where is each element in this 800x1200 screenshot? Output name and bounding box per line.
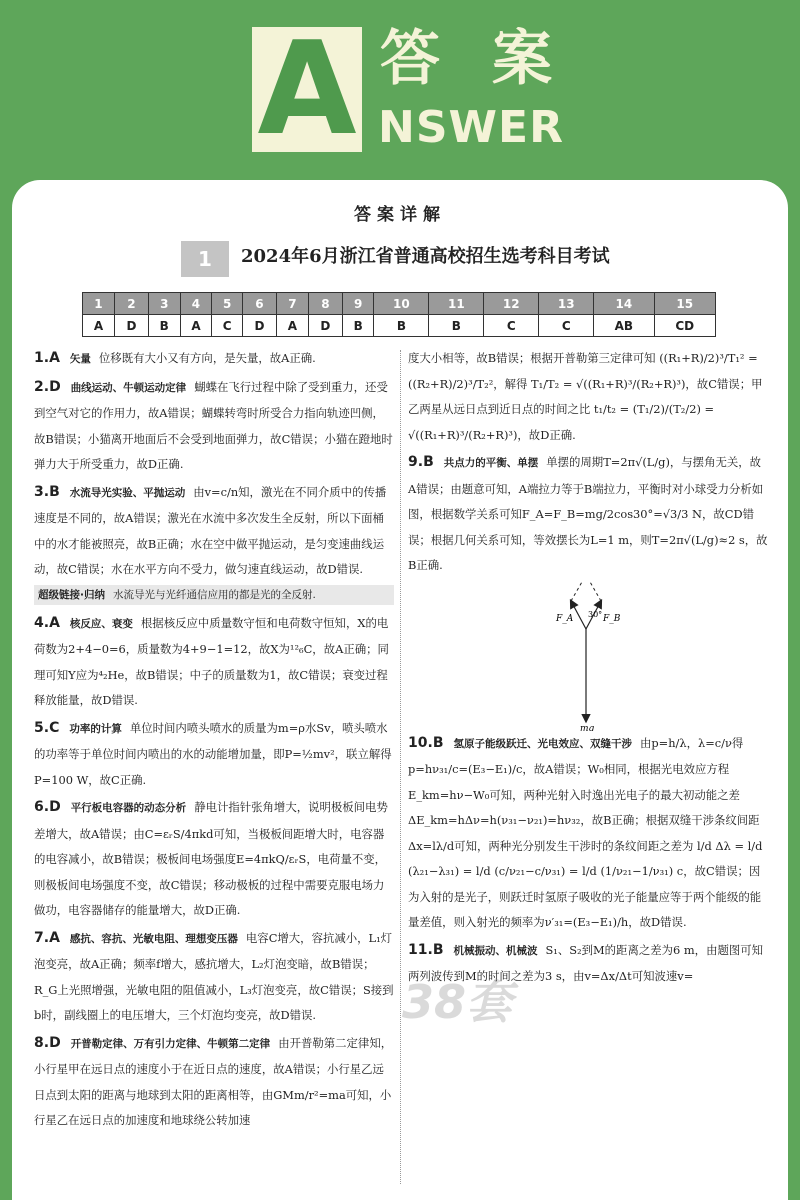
table-cell: 2 xyxy=(114,293,148,315)
table-cell: A xyxy=(180,315,212,337)
column-divider xyxy=(400,350,401,1184)
question-number: 4. xyxy=(34,614,50,631)
topic-tag: 核反应、衰变 xyxy=(69,617,133,630)
answer-letter: A xyxy=(49,350,60,366)
question-number: 3. xyxy=(34,483,50,500)
table-cell: 12 xyxy=(484,293,539,315)
tip-label: 超级链接·归纳 xyxy=(38,588,105,601)
topic-tag: 共点力的平衡、单摆 xyxy=(443,457,539,469)
explanation-text: 蝴蝶在飞行过程中除了受到重力，还受到空气对它的作用力，故A错误；蝴蝶转弯时所受合力指向轨迹凹侧，故B错误；小猫离开地面后不会受到地面弹力，故C错误；小猫在蹬地时弹力大于所受重力，故D正确. xyxy=(34,379,393,471)
answer-letter: B xyxy=(423,454,434,470)
answer-item xyxy=(34,795,394,924)
page-heading: 答案详解 xyxy=(354,205,446,225)
label-angle: 30° xyxy=(588,609,603,619)
explanation-text: 位移既有大小又有方向，是矢量，故A正确. xyxy=(98,351,316,365)
answer-item xyxy=(34,375,394,478)
topic-tag: 平行板电容器的动态分析 xyxy=(70,802,187,814)
question-number: 11. xyxy=(408,941,433,958)
table-cell: CD xyxy=(654,315,716,337)
topic-tag: 机械振动、机械波 xyxy=(453,944,538,957)
table-cell: 6 xyxy=(242,293,276,315)
answer-item xyxy=(34,926,394,1029)
answer-item xyxy=(408,450,768,579)
table-cell: D xyxy=(242,315,276,337)
answer-item xyxy=(34,480,394,583)
label-mg: mg xyxy=(580,723,595,731)
watermark: 38套 xyxy=(402,975,513,1029)
answer-letter: C xyxy=(49,719,60,736)
topic-tag: 矢量 xyxy=(69,353,91,365)
table-cell: AB xyxy=(594,315,654,337)
topic-tag: 氢原子能级跃迁、光电效应、双缝干涉 xyxy=(453,737,632,750)
answer-item xyxy=(408,731,768,936)
table-cell: 10 xyxy=(374,293,429,315)
topic-tag: 功率的计算 xyxy=(69,722,122,735)
table-cell: 9 xyxy=(342,293,374,315)
table-cell: 14 xyxy=(594,293,654,315)
question-number: 8. xyxy=(34,1034,50,1051)
table-cell: D xyxy=(114,315,148,337)
answer-letter: B xyxy=(432,941,444,958)
exam-number-badge: 1 xyxy=(181,241,229,277)
header-banner xyxy=(0,0,800,180)
table-cell: 3 xyxy=(148,293,180,315)
table-cell: B xyxy=(374,315,429,337)
dashed-line xyxy=(586,581,601,601)
answer-letter: D xyxy=(49,1034,61,1051)
answer-item xyxy=(34,1031,394,1134)
topic-tag: 开普勒定律、万有引力定律、牛顿第二定律 xyxy=(70,1037,271,1050)
question-number: 9. xyxy=(408,454,424,470)
table-cell: B xyxy=(429,315,484,337)
table-cell: 5 xyxy=(212,293,242,315)
question-number: 10. xyxy=(408,734,433,751)
label-fa: F_A xyxy=(556,613,574,624)
table-cell: 7 xyxy=(276,293,308,315)
force-diagram-svg xyxy=(408,581,768,731)
explanation-text: 单摆的周期T=2π√(L/g)，与摆角无关，故A错误；由题意可知，A端拉力等于B端拉力，平衡时对小球受力分析如图，根据数学关系可知F_A=F_B=mg/2cos30°=√3/3 N，故CD错误；根据几何关系可知，等效摆长为L=1 m，则T=2π√(L/g)≈2 s，故B正确. xyxy=(408,455,768,572)
answer-item xyxy=(408,938,768,990)
question-number: 2. xyxy=(34,378,50,395)
answer-item xyxy=(34,716,394,794)
table-cell: A xyxy=(276,315,308,337)
question-number-row xyxy=(83,293,716,315)
answer-row xyxy=(83,315,716,337)
topic-tag: 曲线运动、牛顿运动定律 xyxy=(70,381,187,394)
answer-letter: A xyxy=(49,929,60,946)
explanation-text: 根据核反应中质量数守恒和电荷数守恒知，X的电荷数为2+4−0=6，质量数为4+9−1=12，故X为¹²₆C，故A正确；同理可知Y应为⁴₂He，故B错误；中子的质量数为1，故C错误；衰变过程释放能量，故D错误. xyxy=(34,615,389,707)
explanation-text: 由开普勒第二定律知，小行星甲在远日点的速度小于在近日点的速度，故A错误；小行星乙远日点到太阳的距离与地球到太阳的距离相等，由GMm/r²=ma可知，小行星乙在远日点的加速度和地球绕公转加速 xyxy=(34,1035,393,1127)
exam-title: 2024年6月浙江省普通高校招生选考科目考试 xyxy=(241,246,610,267)
question-number: 7. xyxy=(34,929,50,946)
explanation-text: 静电计指针张角增大，说明极板间电势差增大，故A错误；由C=εᵣS/4πkd可知，当极板间距增大时，电容器的电容减小，故B错误；极板间电场强度E=4πkQ/εᵣS，电荷量不变，则极板间电场强度不变，故C错误；移动极板的过程中需要克服电场力做功，电容器储存的能量增大，故D正确. xyxy=(34,800,388,917)
tip-box xyxy=(34,585,394,605)
logo-letter: A xyxy=(252,27,362,152)
explanation-text: 电容C增大，容抗减小，L₁灯泡变亮，故A正确；频率f增大，感抗增大，L₂灯泡变暗，故B错误；R_G上光照增强，光敏电阻的阻值减小，L₃灯泡变亮，故C错误；S接到b时，副线圈上的电压增大，三个灯泡均变亮，故D错误. xyxy=(34,930,394,1022)
explanation-text: 由v=c/n知，激光在不同介质中的传播速度是不同的，故A错误；激光在水流中多次发生全反射，所以下面桶中的水才能被照亮，故B正确；水在空中做平抛运动，是匀变速曲线运动，故C错误；水在水平方向不受力，做匀速直线运动，故D错误. xyxy=(34,484,387,576)
answer-letter: B xyxy=(432,734,444,751)
answer-letter: D xyxy=(49,378,61,395)
left-column xyxy=(34,346,394,1136)
table-cell: C xyxy=(539,315,594,337)
table-cell: 15 xyxy=(654,293,716,315)
force-diagram xyxy=(408,581,768,731)
table-cell: 1 xyxy=(83,293,115,315)
explanation-text: 度大小相等，故B错误；根据开普勒第三定律可知 ((R₁+R)/2)³/T₁² = ((R₂+R)/2)³/T₂²，解得 T₁/T₂ = √((R₁+R)³/(R₂+R)³)，故C错误；甲乙两星从远日点到近日点的时间之比 t₁/t₂ = (T₁/2)/(T₂/2) = √((R₁+R)³/(R₂+R)³)，故D正确. xyxy=(408,351,763,442)
answer-letter: B xyxy=(49,483,60,500)
answer-key-table xyxy=(82,292,716,337)
right-column xyxy=(408,346,768,992)
table-cell: D xyxy=(308,315,342,337)
explanation-text: 由p=h/λ，λ=c/ν得p=hν₃₁/c=(E₃−E₁)/c，故A错误；W₀相同，根据光电效应方程E_km=hν−W₀可知，两种光射入时逸出光电子的最大初动能之差ΔE_km=hΔν=h(ν₃₁−ν₂₁)=hν₃₂，故B正确；根据双缝干涉条纹间距Δx=lλ/d可知，两种光分别发生干涉时的条纹间距之差为 l/d Δλ = l/d (λ₂₁−λ₃₁) = l/d (c/ν₂₁−c/ν₃₁) = l/d (1/ν₂₁−1/ν₃₁) c，故C错误；因为入射的是光子，则跃迁时氢原子吸收的光子能量应等于两个能级的能量差值，则入射光的频率为ν′₃₁=(E₃−E₁)/h，故D错误. xyxy=(408,735,763,929)
table-cell: A xyxy=(83,315,115,337)
logo-english: NSWER xyxy=(378,102,564,153)
topic-tag: 感抗、容抗、光敏电阻、理想变压器 xyxy=(69,932,238,945)
answer-letter: A xyxy=(49,614,60,631)
table-cell: B xyxy=(148,315,180,337)
table-cell: 11 xyxy=(429,293,484,315)
label-fb: F_B xyxy=(603,613,621,624)
logo-chinese: 答案 xyxy=(380,24,604,94)
question-number: 5. xyxy=(34,719,50,736)
tip-text: 水流导光与光纤通信应用的都是光的全反射. xyxy=(113,588,316,601)
explanation-text: 单位时间内喷头喷水的质量为m=ρ水Sv，喷头喷水的功率等于单位时间内喷出的水的动能增加量，即P=½mv²，联立解得P=100 W，故C正确. xyxy=(34,720,392,787)
question-number: 6. xyxy=(34,799,50,815)
explanation-text: S₁、S₂到M的距离之差为6 m，由题图可知两列波传到M的时间之差为3 s，由v=Δx/Δt可知波速v= xyxy=(408,942,764,983)
table-cell: 13 xyxy=(539,293,594,315)
dashed-line xyxy=(571,581,586,601)
answer-item xyxy=(408,346,768,448)
table-cell: B xyxy=(342,315,374,337)
topic-tag: 水流导光实验、平抛运动 xyxy=(69,486,186,499)
answer-letter: D xyxy=(49,799,61,815)
table-cell: C xyxy=(212,315,242,337)
table-cell: 8 xyxy=(308,293,342,315)
table-cell: 4 xyxy=(180,293,212,315)
answer-item xyxy=(34,346,394,373)
answer-item xyxy=(34,611,394,714)
force-a-arrow xyxy=(571,601,586,629)
question-number: 1. xyxy=(34,350,50,366)
table-cell: C xyxy=(484,315,539,337)
